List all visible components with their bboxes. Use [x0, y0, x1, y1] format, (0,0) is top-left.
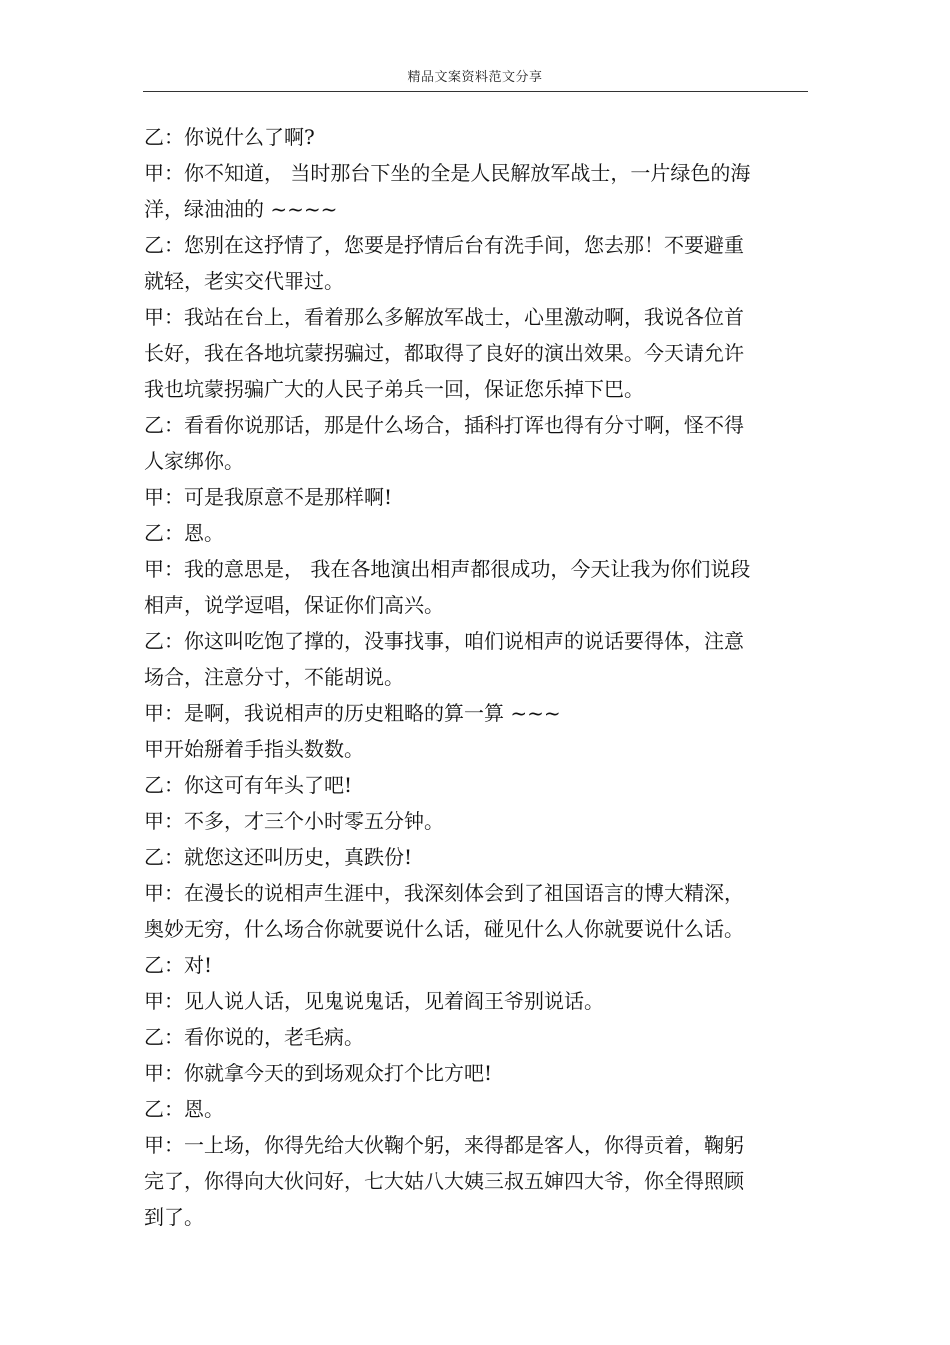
text-line: 乙：就您这还叫历史，真跌份!	[144, 845, 413, 869]
document-body	[144, 119, 784, 1235]
text-line: 乙：恩。	[144, 1097, 224, 1121]
text-line: 甲：见人说人话，见鬼说鬼话，见着阎王爷别说话。	[144, 989, 604, 1013]
text-line: 就轻，老实交代罪过。	[144, 269, 344, 293]
text-line: 乙：对!	[144, 953, 213, 977]
text-line: 乙：你这可有年头了吧!	[144, 773, 353, 797]
text-line: 洋，绿油油的 ~~~~	[144, 197, 338, 221]
text-line: 相声，说学逗唱，保证你们高兴。	[144, 593, 444, 617]
page-header: 精品文案资料范文分享	[407, 70, 543, 85]
text-line: 甲：你就拿今天的到场观众打个比方吧!	[144, 1061, 493, 1085]
text-line: 场合，注意分寸，不能胡说。	[144, 665, 404, 689]
text-line: 甲：一上场，你得先给大伙鞠个躬，来得都是客人，你得贡着，鞠躬	[144, 1133, 744, 1157]
text-line: 乙：你说什么了啊?	[144, 125, 315, 149]
text-line: 甲：我的意思是， 我在各地演出相声都很成功，今天让我为你们说段	[144, 557, 751, 581]
text-line: 甲：在漫长的说相声生涯中，我深刻体会到了祖国语言的博大精深，	[144, 881, 744, 905]
header-divider	[143, 91, 808, 92]
text-line: 甲开始掰着手指头数数。	[144, 737, 364, 761]
text-line: 乙：看看你说那话，那是什么场合，插科打诨也得有分寸啊，怪不得	[144, 413, 744, 437]
text-line: 到了。	[144, 1205, 204, 1229]
text-line: 我也坑蒙拐骗广大的人民子弟兵一回，保证您乐掉下巴。	[144, 377, 644, 401]
text-line: 完了，你得向大伙问好，七大姑八大姨三叔五婶四大爷，你全得照顾	[144, 1169, 744, 1193]
text-line: 乙：你这叫吃饱了撑的，没事找事，咱们说相声的说话要得体，注意	[144, 629, 744, 653]
text-line: 乙：看你说的，老毛病。	[144, 1025, 364, 1049]
text-line: 甲：是啊，我说相声的历史粗略的算一算 ~~~	[144, 701, 561, 725]
text-line: 甲：你不知道， 当时那台下坐的全是人民解放军战士，一片绿色的海	[144, 161, 751, 185]
text-line: 甲：可是我原意不是那样啊!	[144, 485, 393, 509]
text-line: 甲：我站在台上，看着那么多解放军战士，心里激动啊，我说各位首	[144, 305, 744, 329]
text-line: 奥妙无穷，什么场合你就要说什么话，碰见什么人你就要说什么话。	[144, 917, 744, 941]
text-line: 长好，我在各地坑蒙拐骗过，都取得了良好的演出效果。今天请允许	[144, 341, 744, 365]
text-line: 人家绑你。	[144, 449, 244, 473]
text-line: 甲：不多，才三个小时零五分钟。	[144, 809, 444, 833]
text-line: 乙：恩。	[144, 521, 224, 545]
text-line: 乙：您别在这抒情了，您要是抒情后台有洗手间，您去那！不要避重	[144, 233, 744, 257]
